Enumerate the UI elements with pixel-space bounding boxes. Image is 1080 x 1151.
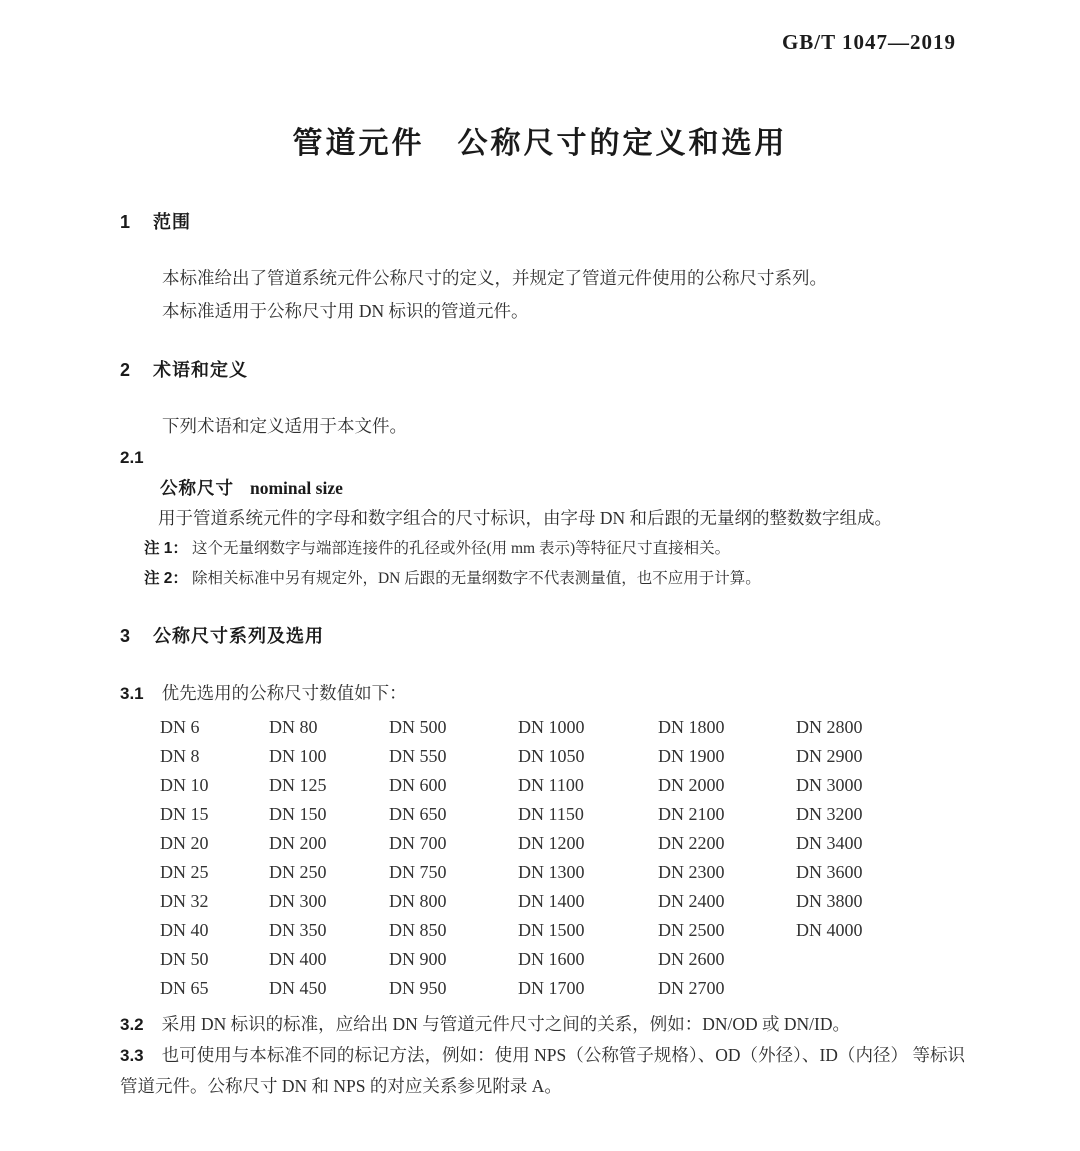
section-3-title: 公称尺寸系列及选用: [153, 626, 325, 646]
section-1-title: 范围: [153, 212, 192, 232]
dn-value: DN 900: [389, 949, 447, 969]
term-english: nominal size: [250, 478, 343, 498]
dn-value: DN 2600: [658, 949, 725, 969]
section-2-title: 术语和定义: [153, 360, 249, 380]
dn-value: DN 50: [160, 949, 209, 969]
dn-value: DN 400: [269, 949, 327, 969]
dn-value: DN 250: [269, 862, 327, 882]
dn-value: DN 600: [389, 775, 447, 795]
dn-value: DN 4000: [796, 920, 863, 940]
dn-value: DN 2400: [658, 891, 725, 911]
dn-value: DN 1900: [658, 746, 725, 766]
section-1-paragraph: 本标准适用于公称尺寸用 DN 标识的管道元件。: [162, 301, 529, 321]
note-1-text: 这个无量纲数字与端部连接件的孔径或外径(用 mm 表示)等特征尺寸直接相关。: [191, 540, 731, 557]
section-3-number: 3: [120, 626, 132, 646]
clause-3-1-text: 优先选用的公称尺寸数值如下：: [161, 683, 407, 703]
dn-value: DN 80: [269, 717, 318, 737]
dn-value: DN 2800: [796, 717, 863, 737]
clause-3-3-number: 3.3: [120, 1046, 144, 1065]
dn-value: DN 2100: [658, 804, 725, 824]
dn-value: DN 125: [269, 775, 327, 795]
dn-value: DN 850: [389, 920, 447, 940]
dn-value: DN 2300: [658, 862, 725, 882]
dn-value: DN 3600: [796, 862, 863, 882]
dn-value: DN 950: [389, 978, 447, 998]
dn-value: DN 10: [160, 775, 209, 795]
clause-3-2-text: 采用 DN 标识的标准，应给出 DN 与管道元件尺寸之间的关系，例如：DN/OD 或 DN/ID。: [161, 1014, 850, 1034]
clause-3-1: [120, 678, 965, 709]
dn-value: DN 8: [160, 746, 200, 766]
section-1-paragraph: 本标准给出了管道系统元件公称尺寸的定义，并规定了管道元件使用的公称尺寸系列。: [162, 268, 827, 288]
section-1-number: 1: [120, 212, 132, 232]
dn-value: [796, 974, 965, 1003]
dn-value: DN 1150: [518, 804, 584, 824]
section-2-intro: 下列术语和定义适用于本文件。: [162, 416, 407, 436]
dn-value: DN 650: [389, 804, 447, 824]
note-2-text: 除相关标准中另有规定外，DN 后跟的无量纲数字不代表测量值，也不应用于计算。: [191, 570, 761, 587]
note-2: [120, 564, 965, 594]
section-3-heading: [120, 624, 965, 648]
dn-value: DN 1300: [518, 862, 585, 882]
dn-value: DN 65: [160, 978, 209, 998]
dn-value: DN 1500: [518, 920, 585, 940]
dn-value: DN 3000: [796, 775, 863, 795]
note-2-label: 注 2：: [144, 570, 188, 587]
dn-value: DN 1600: [518, 949, 585, 969]
section-2-number: 2: [120, 360, 132, 380]
clause-3-2: [120, 1009, 965, 1040]
dn-value: DN 1700: [518, 978, 585, 998]
standard-code: GB/T 1047—2019: [781, 30, 956, 54]
dn-value: DN 20: [160, 833, 209, 853]
dn-value: DN 800: [389, 891, 447, 911]
note-1-label: 注 1：: [144, 540, 188, 557]
dn-value: DN 550: [389, 746, 447, 766]
dn-value: DN 1800: [658, 717, 725, 737]
dn-value: DN 3200: [796, 804, 863, 824]
term-definition: 用于管道系统元件的字母和数字组合的尺寸标识，由字母 DN 和后跟的无量纲的整数数字组成。: [158, 508, 893, 528]
dn-value: DN 2500: [658, 920, 725, 940]
term-line: [120, 473, 965, 503]
document-title: 管道元件 公称尺寸的定义和选用: [292, 127, 788, 160]
dn-value: DN 2900: [796, 746, 863, 766]
dn-value: DN 40: [160, 920, 209, 940]
dn-value: DN 1050: [518, 746, 585, 766]
dn-value: DN 500: [389, 717, 447, 737]
clause-3-3-text: 也可使用与本标准不同的标记方法，例如：使用 NPS（公称管子规格）、OD（外径）、ID（内径） 等标识管道元件。公称尺寸 DN 和 NPS 的对应关系参见附录 A。: [120, 1045, 965, 1096]
dn-value: DN 32: [160, 891, 209, 911]
dn-value: DN 300: [269, 891, 327, 911]
dn-value: DN 150: [269, 804, 327, 824]
dn-value: DN 1100: [518, 775, 584, 795]
dn-value: DN 1200: [518, 833, 585, 853]
dn-value: DN 200: [269, 833, 327, 853]
dn-value: DN 450: [269, 978, 327, 998]
dn-value: DN 2200: [658, 833, 725, 853]
dn-value: DN 3800: [796, 891, 863, 911]
dn-value: DN 25: [160, 862, 209, 882]
dn-value: DN 6: [160, 717, 200, 737]
dn-value: DN 750: [389, 862, 447, 882]
dn-value: DN 350: [269, 920, 327, 940]
dn-value: DN 100: [269, 746, 327, 766]
dn-value: DN 1400: [518, 891, 585, 911]
clause-3-1-number: 3.1: [120, 684, 144, 703]
dn-table: [160, 713, 965, 1003]
dn-value: DN 2000: [658, 775, 725, 795]
term-item-number: 2.1: [120, 448, 144, 467]
dn-value: DN 2700: [658, 978, 725, 998]
clause-3-2-number: 3.2: [120, 1015, 144, 1034]
document-body: [120, 200, 965, 1101]
dn-value: DN 1000: [518, 717, 585, 737]
section-2-heading: [120, 358, 965, 382]
dn-value: DN 700: [389, 833, 447, 853]
note-1: [120, 534, 965, 564]
dn-value: [796, 945, 965, 974]
term-chinese: 公称尺寸: [160, 478, 234, 498]
dn-value: DN 3400: [796, 833, 863, 853]
section-1-heading: [120, 210, 965, 234]
dn-value: DN 15: [160, 804, 209, 824]
clause-3-3: [120, 1040, 965, 1101]
